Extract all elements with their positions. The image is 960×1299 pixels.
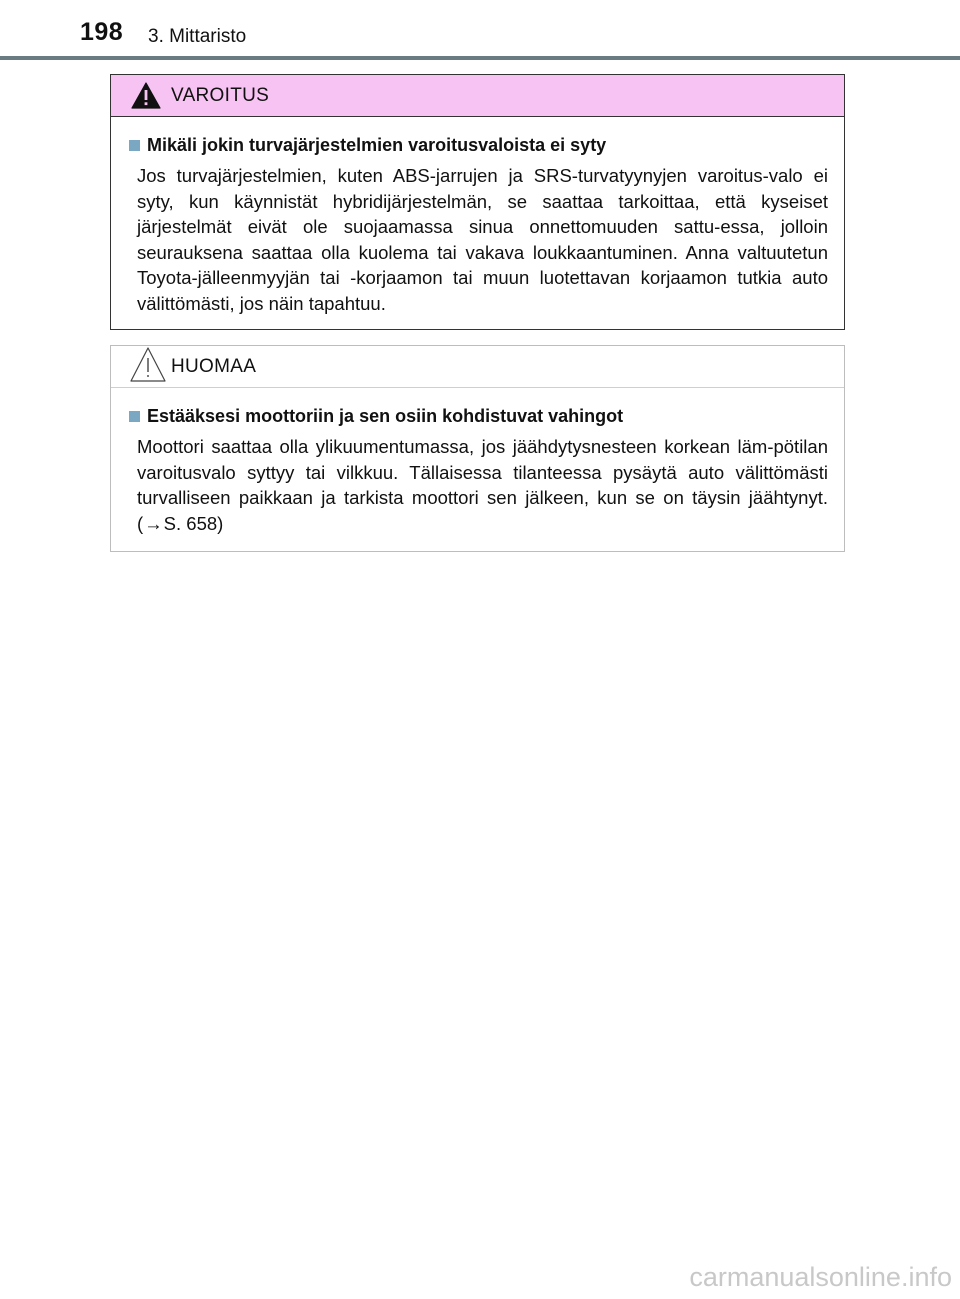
warning-paragraph: Jos turvajärjestelmien, kuten ABS-jarrujen ja SRS-turvatyynyjen varoitus-valo ei syty, kun käynnistät hybridijärjestelmän, se saattaa tarkoittaa, että kyseiset järjestelmät eivät ole suojaamassa sinua onnettomuuden sattu-essa, jolloin seurauksena saattaa olla kuolema tai vakava loukkaantuminen. Anna valtuutetun Toyota-jälleenmyyjän tai -korjaamon tai muun luotettavan korjaamon tutkia auto välittömästi, jos näin tapahtuu. <box>137 165 828 314</box>
notice-label: HUOMAA <box>171 356 257 377</box>
notice-text: Moottori saattaa olla ylikuumentumassa, jos jäähdytysnesteen korkean läm-pötilan varoitusvalo syttyy tai vilkkuu. Tällaisessa tilanteessa pysäytä auto välittömästi turvalliseen paikkaan ja tarkista moottori sen jälkeen, kun se on täysin jäähtynyt. ( <box>137 436 828 534</box>
warning-heading-text: Mikäli jokin turvajärjestelmien varoitusvaloista ei syty <box>147 135 607 155</box>
warning-box <box>110 74 845 330</box>
warning-box-body <box>111 117 844 316</box>
notice-heading-text: Estääksesi moottoriin ja sen osiin kohdistuvat vahingot <box>147 406 624 426</box>
notice-paragraph <box>137 434 828 536</box>
warning-label: VAROITUS <box>171 85 270 106</box>
notice-box-header <box>111 346 844 388</box>
warning-triangle-outline-icon <box>129 346 167 383</box>
page-header <box>0 0 960 62</box>
page-number: 198 <box>80 18 124 46</box>
notice-box <box>110 345 845 552</box>
bullet-square-icon <box>129 411 140 422</box>
header-divider <box>0 56 960 60</box>
bullet-square-icon <box>129 140 140 151</box>
warning-box-header <box>111 75 844 117</box>
warning-heading <box>127 133 828 157</box>
section-title: 3. Mittaristo <box>148 26 247 47</box>
notice-heading <box>127 404 828 428</box>
warning-triangle-filled-icon <box>131 82 161 109</box>
notice-box-body <box>111 388 844 536</box>
page-reference-link[interactable]: S. 658) <box>163 512 224 534</box>
watermark: carmanualsonline.info <box>689 1262 952 1292</box>
reference-arrow-icon: → <box>144 512 163 534</box>
